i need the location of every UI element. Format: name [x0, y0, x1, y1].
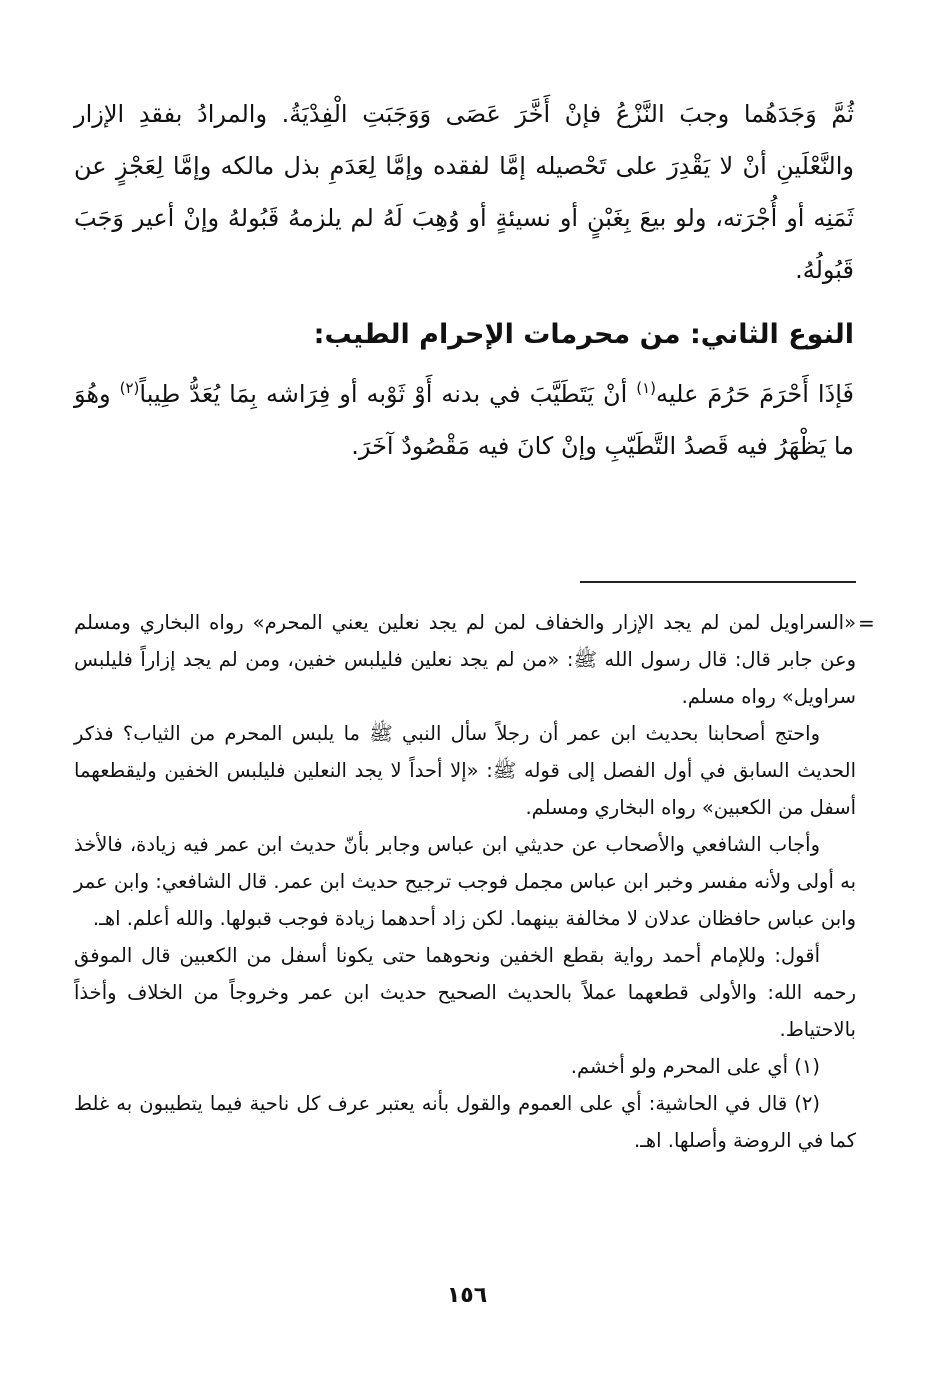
main-paragraph-1: ثُمَّ وَجَدَهُما وجبَ النَّزْعُ فإنْ أَخَّرَ عَصَى وَوَجَبَتِ الْفِدْيَةُ. والمرادُ بفقدِ الإزار والنَّعْلَينِ أنْ لا يَقْدِرَ على تَحْصيله إمَّا لفقده وإمَّا لِعَدَمِ بذل مالكه وإمَّا لِعَجْزٍ عن ثَمَنِه أو أُجْرَته، ولو بيعَ بِغَبْنٍ أو نسيئةٍ أو وُهِبَ لَهُ لم يلزمهُ قَبُولهُ وإنْ أعير وَجَبَ قَبُولُهُ.	[74, 100, 854, 284]
footnote-paragraph-ahmad: أقول: وللإمام أحمد رواية بقطع الخفين ونحوهما حتى يكونا أسفل من الكعبين قال الموفق رحمه الله: والأولى قطعهما عملاً بالحديث الصحيح حديث ابن عمر وخروجاً من الخلاف وأخذاً بالاحتياط.	[74, 944, 856, 1041]
footnote-ref-2: (٢)	[119, 379, 140, 397]
main-paragraph-2	[74, 368, 854, 472]
paragraph-2-text-end: وهُوَ ما يَظْهَرُ فيه قَصدُ التَّطَيّبِ وإنْ كانَ فيه مَقْصُودٌ آخَرَ.	[74, 380, 854, 460]
footnote-2: (٢) قال في الحاشية: أي على العموم والقول بأنه يعتبر عرف كل ناحية فيما يتطيبون به غلط كما في الروضة وأصلها. اهـ.	[74, 1092, 856, 1152]
footnotes-section	[74, 604, 856, 1159]
footnote-ref-1: (١)	[636, 379, 657, 397]
section-heading: النوع الثاني: من محرمات الإحرام الطيب:	[313, 319, 854, 350]
paragraph-2-text-middle: أنْ يَتَطَيَّبَ في بدنه أَوْ ثَوْبه أو فِرَاشه بِمَا يُعَدُّ طِيباً	[139, 380, 637, 408]
footnote-1: (١) أي على المحرم ولو أخشم.	[570, 1055, 820, 1078]
main-text	[74, 88, 854, 472]
footnote-paragraph-shafii: وأجاب الشافعي والأصحاب عن حديثي ابن عباس وجابر بأنّ حديث ابن عمر فيه زيادة، فالأخذ به أولى ولأنه مفسر وخبر ابن عباس مجمل فوجب ترجيح حديث ابن عمر. قال الشافعي: وابن عمر وابن عباس حافظان عدلان لا مخالفة بينهما. لكن زاد أحدهما زيادة فوجب قبولها. والله أعلم. اهـ.	[74, 833, 856, 930]
footnote-paragraph-ibn-umar: واحتج أصحابنا بحديث ابن عمر أن رجلاً سأل النبي ﷺ ما يلبس المحرم من الثياب؟ فذكر الحديث السابق في أول الفصل إلى قوله ﷺ: «إلا أحداً لا يجد النعلين فليلبس الخفين وليقطعهما أسفل من الكعبين» رواه البخاري ومسلم.	[74, 722, 856, 819]
footnote-continuation-paragraph: «السراويل لمن لم يجد الإزار والخفاف لمن لم يجد نعلين يعني المحرم» رواه البخاري ومسلم وعن جابر قال: قال رسول الله ﷺ: «من لم يجد نعلين فليلبس خفين، ومن لم يجد إزاراً فليلبس سراويل» رواه مسلم.	[74, 611, 856, 708]
continuation-mark: =	[858, 611, 875, 635]
page-number: ١٥٦	[446, 1283, 488, 1308]
footnote-separator	[580, 581, 856, 583]
paragraph-2-text-start: فَإذَا أَحْرَمَ حَرُمَ عليه	[656, 380, 854, 408]
